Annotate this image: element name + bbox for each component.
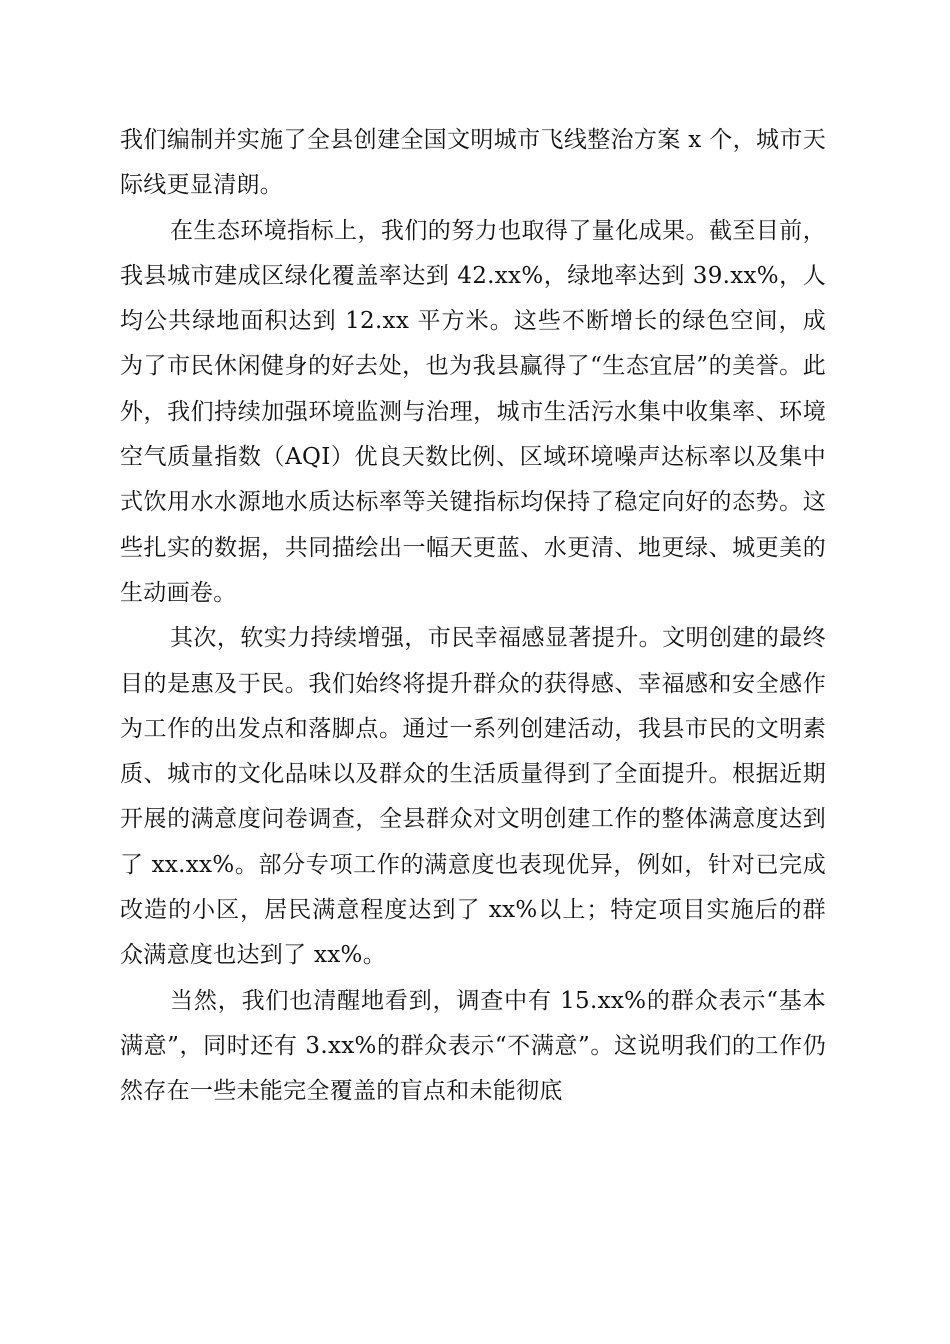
paragraph-shortcomings: 当然，我们也清醒地看到，调查中有 15.xx%的群众表示“基本满意”，同时还有 3.xx%的群众表示“不满意”。这说明我们的工作仍然存在一些未能完全覆盖的盲点和未能彻底 <box>120 987 826 1105</box>
document-body <box>120 118 826 1115</box>
paragraph-ecological-indicators: 在生态环境指标上，我们的努力也取得了量化成果。截至目前，我县城市建成区绿化覆盖率达到 42.xx%，绿地率达到 39.xx%，人均公共绿地面积达到 12.xx 平方米。这些不断增长的绿色空间，成为了市民休闲健身的好去处，也为我县赢得了“生态宜居”的美誉。此外，我们持续加强环境监测与治理，城市生活污水集中收集率、环境空气质量指数（AQI）优良天数比例、区域环境噪声达标率以及集中式饮用水水源地水质达标率等关键指标均保持了稳定向好的态势。这些扎实的数据，共同描绘出一幅天更蓝、水更清、地更绿、城更美的生动画卷。 <box>120 217 826 606</box>
paragraph-soft-power-satisfaction: 其次，软实力持续增强，市民幸福感显著提升。文明创建的最终目的是惠及于民。我们始终将提升群众的获得感、幸福感和安全感作为工作的出发点和落脚点。通过一系列创建活动，我县市民的文明素质、城市的文化品味以及群众的生活质量得到了全面提升。根据近期开展的满意度问卷调查，全县群众对文明创建工作的整体满意度达到了 xx.xx%。部分专项工作的满意度也表现优异，例如，针对已完成改造的小区，居民满意程度达到了 xx%以上；特定项目实施后的群众满意度也达到了 xx%。 <box>120 625 826 969</box>
paragraph-flyline-rectification: 我们编制并实施了全县创建全国文明城市飞线整治方案 x 个，城市天际线更显清朗。 <box>120 127 826 199</box>
